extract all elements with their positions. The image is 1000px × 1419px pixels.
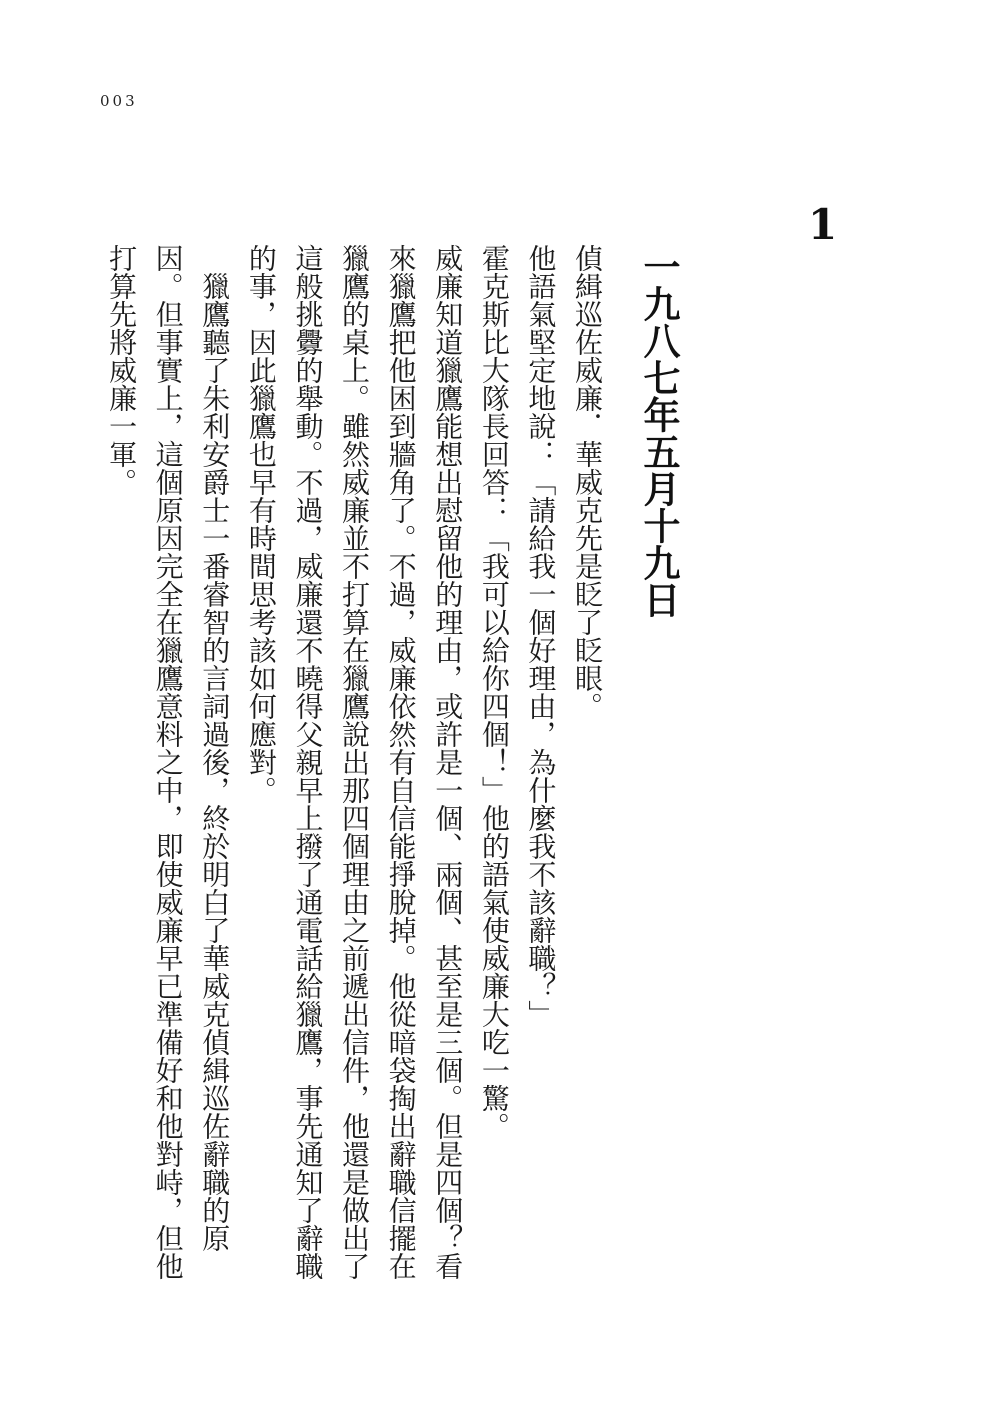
- chapter-date-heading: 一九八七年五月十九日: [637, 248, 681, 618]
- chapter-number: 1: [808, 200, 838, 249]
- body-text: [97, 244, 610, 1304]
- paragraph: 獵鷹聽了朱利安爵士一番睿智的言詞過後，終於明白了華威克偵緝巡佐辭職的原因。但事實上，這個原因完全在獵鷹意料之中，即使威廉早已準備好和他對峙，但他打算先將威廉一軍。: [105, 244, 232, 1280]
- paragraph: 偵緝巡佐威廉．華威克先是眨了眨眼。: [571, 244, 604, 720]
- paragraph: 霍克斯比大隊長回答：「我可以給你四個！」他的語氣使威廉大吃一驚。: [477, 244, 511, 1140]
- page-number: 003: [100, 92, 138, 110]
- paragraph: 威廉知道獵鷹能想出慰留他的理由，或許是一個、兩個、甚至是三個。但是四個？看來獵鷹把他困到牆角了。不過，威廉依然有自信能掙脫掉。他從暗袋掏出辭職信擺在獵鷹的桌上。雖然威廉並不打算在獵鷹說出那四個理由之前遞出信件，他還是做出了這般挑釁的舉動。不過，威廉還不曉得父親早上撥了通電話給獵鷹，事先通知了辭職的事，因此獵鷹也早有時間思考該如何應對。: [244, 244, 465, 1280]
- paragraph: 他語氣堅定地說：「請給我一個好理由，為什麼我不該辭職？」: [524, 244, 558, 1028]
